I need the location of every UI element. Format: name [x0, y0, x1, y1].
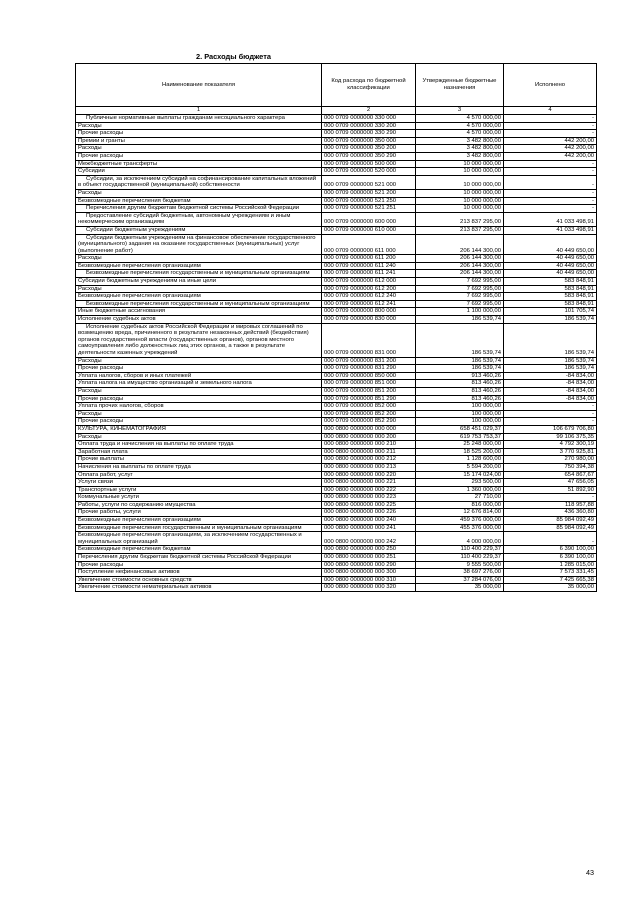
row-approved: 110 400 229,37: [416, 546, 504, 554]
table-row: [76, 517, 597, 525]
row-name: Уплата налогов, сборов и иных платежей: [76, 372, 322, 380]
row-name: Увеличение стоимости основных средств: [76, 576, 322, 584]
row-code: 000 0709 0000000 611 241: [322, 270, 416, 278]
table-row: [76, 175, 597, 189]
row-executed: 85 984 092,49: [504, 517, 597, 525]
row-executed: 118 957,88: [504, 501, 597, 509]
row-approved: 38 697 276,00: [416, 569, 504, 577]
row-approved: 913 460,26: [416, 372, 504, 380]
table-row: [76, 418, 597, 426]
row-approved: 206 144 300,00: [416, 234, 504, 255]
row-approved: 1 128 600,00: [416, 456, 504, 464]
row-code: 000 0800 0000000 000 220: [322, 471, 416, 479]
row-executed: 6 390 100,00: [504, 546, 597, 554]
row-approved: 4 570 000,00: [416, 130, 504, 138]
table-row: [76, 262, 597, 270]
row-name: Расходы: [76, 189, 322, 197]
column-number-row: [76, 107, 597, 115]
table-row: [76, 145, 597, 153]
row-approved: 7 692 995,00: [416, 278, 504, 286]
row-name: Услуги связи: [76, 479, 322, 487]
table-row: [76, 546, 597, 554]
row-code: 000 0709 0000000 851 000: [322, 380, 416, 388]
row-code: 000 0709 0000000 852 000: [322, 403, 416, 411]
table-row: [76, 293, 597, 301]
row-executed: 4 792 300,19: [504, 441, 597, 449]
table-row: [76, 554, 597, 562]
row-approved: 10 000 000,00: [416, 160, 504, 168]
page-number: 43: [586, 868, 594, 877]
row-approved: 10 000 000,00: [416, 175, 504, 189]
row-executed: 41 033 498,91: [504, 212, 597, 226]
table-row: [76, 576, 597, 584]
row-approved: 15 174 024,00: [416, 471, 504, 479]
row-name: Оплата работ, услуг: [76, 471, 322, 479]
row-name: Прочие расходы: [76, 418, 322, 426]
row-executed: 654 867,67: [504, 471, 597, 479]
table-row: [76, 532, 597, 546]
row-executed: -: [504, 115, 597, 123]
row-name: Иные бюджетные ассигнования: [76, 308, 322, 316]
row-code: 000 0800 0000000 000 221: [322, 479, 416, 487]
column-number-2: 2: [322, 107, 416, 115]
row-executed: 442 200,00: [504, 137, 597, 145]
row-code: 000 0709 0000000 521 250: [322, 197, 416, 205]
row-name: Расходы: [76, 410, 322, 418]
row-name: Прочие расходы: [76, 395, 322, 403]
row-approved: 25 248 000,00: [416, 441, 504, 449]
row-name: Расходы: [76, 285, 322, 293]
row-code: 000 0800 0000000 000 310: [322, 576, 416, 584]
row-code: 000 0709 0000000 800 000: [322, 308, 416, 316]
row-name: Безвозмездные перечисления государственным и муниципальным организациям: [76, 270, 322, 278]
column-header-executed: Исполнено: [504, 64, 597, 107]
row-approved: 455 376 000,00: [416, 524, 504, 532]
row-executed: 40 449 650,00: [504, 234, 597, 255]
column-header-code: Код расхода по бюджетной классификации: [322, 64, 416, 107]
column-number-4: 4: [504, 107, 597, 115]
row-approved: 206 144 300,00: [416, 255, 504, 263]
row-name: Транспортные услуги: [76, 486, 322, 494]
row-code: 000 0800 0000000 000 210: [322, 441, 416, 449]
row-code: 000 0800 0000000 000 223: [322, 494, 416, 502]
table-row: [76, 212, 597, 226]
row-approved: 186 539,74: [416, 316, 504, 324]
row-executed: 51 892,90: [504, 486, 597, 494]
table-row: [76, 160, 597, 168]
row-name: Безвозмездные перечисления организациям: [76, 293, 322, 301]
row-approved: 12 676 814,00: [416, 509, 504, 517]
row-approved: 7 692 995,00: [416, 293, 504, 301]
row-executed: 35 000,00: [504, 584, 597, 592]
row-name: Увеличение стоимости нематериальных активов: [76, 584, 322, 592]
row-executed: -: [504, 130, 597, 138]
row-code: 000 0709 0000000 851 290: [322, 395, 416, 403]
row-executed: -: [504, 160, 597, 168]
row-executed: 40 449 650,00: [504, 270, 597, 278]
row-executed: 583 848,91: [504, 285, 597, 293]
row-executed: 41 033 498,91: [504, 226, 597, 234]
row-executed: 186 539,74: [504, 365, 597, 373]
row-code: 000 0709 0000000 521 000: [322, 175, 416, 189]
row-approved: 100 000,00: [416, 418, 504, 426]
row-executed: 436 360,80: [504, 509, 597, 517]
row-executed: -: [504, 403, 597, 411]
row-executed: 106 679 706,80: [504, 425, 597, 433]
row-executed: 40 449 650,00: [504, 262, 597, 270]
row-name: Исполнение судебных актов Российской Федерации и мировых соглашений по возмещению вреда, причиненного в результате незаконных действий (бездействия) органов государственной власти (государственных органов), органов местного самоуправления либо должностных лиц этих органов, а также в результате деятельности казенных учреждений: [76, 323, 322, 357]
row-code: 000 0709 0000000 600 000: [322, 212, 416, 226]
table-row: [76, 234, 597, 255]
row-code: 000 0709 0000000 830 000: [322, 316, 416, 324]
table-row: [76, 226, 597, 234]
row-approved: 10 000 000,00: [416, 189, 504, 197]
row-code: 000 0800 0000000 000 213: [322, 463, 416, 471]
row-name: Публичные нормативные выплаты гражданам несоциального характера: [76, 115, 322, 123]
table-row: [76, 448, 597, 456]
row-approved: 37 284 076,00: [416, 576, 504, 584]
row-executed: 40 449 650,00: [504, 255, 597, 263]
column-number-1: 1: [76, 107, 322, 115]
row-name: Начисления на выплаты по оплате труда: [76, 463, 322, 471]
row-name: Расходы: [76, 433, 322, 441]
row-name: Субсидии: [76, 168, 322, 176]
row-code: 000 0709 0000000 612 241: [322, 300, 416, 308]
row-approved: 206 144 300,00: [416, 262, 504, 270]
row-name: Расходы: [76, 357, 322, 365]
row-approved: 213 837 295,00: [416, 226, 504, 234]
row-code: 000 0800 0000000 000 000: [322, 425, 416, 433]
row-name: Безвозмездные перечисления организациям: [76, 262, 322, 270]
row-executed: 583 848,91: [504, 300, 597, 308]
row-name: Безвозмездные перечисления бюджетам: [76, 546, 322, 554]
row-name: Безвозмездные перечисления бюджетам: [76, 197, 322, 205]
row-code: 000 0709 0000000 852 290: [322, 418, 416, 426]
row-name: Безвозмездные перечисления государственным и муниципальным организациям: [76, 524, 322, 532]
row-executed: 583 848,91: [504, 293, 597, 301]
row-code: 000 0800 0000000 000 300: [322, 569, 416, 577]
row-approved: 10 000 000,00: [416, 205, 504, 213]
table-row: [76, 486, 597, 494]
row-approved: 213 837 295,00: [416, 212, 504, 226]
table-row: [76, 130, 597, 138]
row-code: 000 0709 0000000 350 000: [322, 137, 416, 145]
row-name: Перечисления другим бюджетам бюджетной системы Российской Федерации: [76, 554, 322, 562]
table-row: [76, 463, 597, 471]
row-executed: -: [504, 205, 597, 213]
row-name: Субсидии, за исключением субсидий на софинансирование капитальных вложений в объект государственной (муниципальной) собственности: [76, 175, 322, 189]
table-row: [76, 115, 597, 123]
row-executed: 583 848,91: [504, 278, 597, 286]
row-approved: 10 000 000,00: [416, 197, 504, 205]
table-row: [76, 137, 597, 145]
row-code: 000 0709 0000000 521 251: [322, 205, 416, 213]
row-executed: 7 573 331,45: [504, 569, 597, 577]
table-row: [76, 197, 597, 205]
row-executed: 47 656,05: [504, 479, 597, 487]
table-row: [76, 285, 597, 293]
table-row: [76, 308, 597, 316]
table-row: [76, 189, 597, 197]
row-approved: 206 144 300,00: [416, 270, 504, 278]
row-code: 000 0709 0000000 612 000: [322, 278, 416, 286]
row-name: Прочие выплаты: [76, 456, 322, 464]
table-row: [76, 255, 597, 263]
row-code: 000 0800 0000000 000 251: [322, 554, 416, 562]
row-approved: 619 753 753,37: [416, 433, 504, 441]
row-name: Поступление нефинансовых активов: [76, 569, 322, 577]
row-approved: 7 692 995,00: [416, 300, 504, 308]
row-name: Расходы: [76, 145, 322, 153]
row-executed: 99 106 375,35: [504, 433, 597, 441]
row-executed: 7 425 665,38: [504, 576, 597, 584]
table-row: [76, 441, 597, 449]
row-approved: 813 460,26: [416, 380, 504, 388]
row-code: 000 0800 0000000 000 211: [322, 448, 416, 456]
row-approved: 459 376 000,00: [416, 517, 504, 525]
row-name: Субсидии бюджетным учреждениям на иные цели: [76, 278, 322, 286]
row-code: 000 0709 0000000 831 200: [322, 357, 416, 365]
row-name: Безвозмездные перечисления организациям, за исключением государственных и муниципальных организаций: [76, 532, 322, 546]
row-approved: 7 692 995,00: [416, 285, 504, 293]
row-name: Расходы: [76, 255, 322, 263]
row-code: 000 0800 0000000 000 212: [322, 456, 416, 464]
row-code: 000 0709 0000000 500 000: [322, 160, 416, 168]
row-executed: -84 834,00: [504, 372, 597, 380]
row-code: 000 0800 0000000 000 242: [322, 532, 416, 546]
row-approved: 3 482 800,00: [416, 137, 504, 145]
row-executed: -84 834,00: [504, 395, 597, 403]
row-code: 000 0800 0000000 000 290: [322, 561, 416, 569]
row-code: 000 0709 0000000 612 240: [322, 293, 416, 301]
row-code: 000 0709 0000000 330 200: [322, 122, 416, 130]
row-code: 000 0800 0000000 000 250: [322, 546, 416, 554]
row-code: 000 0709 0000000 850 000: [322, 372, 416, 380]
row-approved: 813 460,26: [416, 387, 504, 395]
row-executed: 750 394,38: [504, 463, 597, 471]
row-executed: -: [504, 418, 597, 426]
row-name: Межбюджетные трансферты: [76, 160, 322, 168]
table-row: [76, 494, 597, 502]
row-code: 000 0709 0000000 611 200: [322, 255, 416, 263]
row-approved: 100 000,00: [416, 410, 504, 418]
row-executed: -: [504, 189, 597, 197]
row-code: 000 0709 0000000 610 000: [322, 226, 416, 234]
table-row: [76, 395, 597, 403]
row-executed: 1 285 015,00: [504, 561, 597, 569]
row-approved: 10 000 000,00: [416, 168, 504, 176]
page-title: 2. Расходы бюджета: [196, 52, 271, 61]
table-row: [76, 501, 597, 509]
table-row: [76, 425, 597, 433]
row-name: Заработная плата: [76, 448, 322, 456]
row-name: Субсидии бюджетным учреждениям: [76, 226, 322, 234]
row-approved: 1 100 000,00: [416, 308, 504, 316]
table-row: [76, 471, 597, 479]
table-row: [76, 479, 597, 487]
row-name: Уплата прочих налогов, сборов: [76, 403, 322, 411]
row-executed: 442 200,00: [504, 145, 597, 153]
row-approved: 4 570 000,00: [416, 115, 504, 123]
row-name: Субсидии бюджетным учреждениям на финансовое обеспечение государственного (муниципального) задания на оказание государственных (муниципальных) услуг (выполнение работ): [76, 234, 322, 255]
row-executed: 442 200,00: [504, 152, 597, 160]
table-row: [76, 278, 597, 286]
row-approved: 9 555 500,00: [416, 561, 504, 569]
table-row: [76, 365, 597, 373]
row-code: 000 0709 0000000 611 240: [322, 262, 416, 270]
row-name: Расходы: [76, 387, 322, 395]
row-name: Оплата труда и начисления на выплаты по оплате труда: [76, 441, 322, 449]
table-row: [76, 403, 597, 411]
row-name: Прочие расходы: [76, 152, 322, 160]
row-approved: 3 482 800,00: [416, 152, 504, 160]
table-row: [76, 387, 597, 395]
row-executed: -: [504, 168, 597, 176]
table-row: [76, 410, 597, 418]
row-approved: 4 570 000,00: [416, 122, 504, 130]
row-executed: -: [504, 532, 597, 546]
row-code: 000 0800 0000000 000 240: [322, 517, 416, 525]
table-row: [76, 433, 597, 441]
column-number-3: 3: [416, 107, 504, 115]
row-approved: 186 539,74: [416, 323, 504, 357]
row-name: Исполнение судебных актов: [76, 316, 322, 324]
row-code: 000 0709 0000000 851 200: [322, 387, 416, 395]
row-code: 000 0800 0000000 000 200: [322, 433, 416, 441]
row-name: Безвозмездные перечисления государственным и муниципальным организациям: [76, 300, 322, 308]
row-approved: 18 525 200,00: [416, 448, 504, 456]
table-header-row: [76, 64, 597, 107]
table-row: [76, 584, 597, 592]
row-code: 000 0709 0000000 612 200: [322, 285, 416, 293]
row-name: Коммунальные услуги: [76, 494, 322, 502]
row-approved: 186 539,74: [416, 357, 504, 365]
row-code: 000 0709 0000000 852 200: [322, 410, 416, 418]
row-approved: 658 451 029,37: [416, 425, 504, 433]
row-name: Работы, услуги по содержанию имущества: [76, 501, 322, 509]
row-executed: -: [504, 175, 597, 189]
row-code: 000 0709 0000000 350 290: [322, 152, 416, 160]
row-code: 000 0709 0000000 831 290: [322, 365, 416, 373]
row-executed: -: [504, 410, 597, 418]
table-row: [76, 372, 597, 380]
row-code: 000 0800 0000000 000 222: [322, 486, 416, 494]
row-name: Прочие работы, услуги: [76, 509, 322, 517]
table-row: [76, 300, 597, 308]
table-row: [76, 270, 597, 278]
table-row: [76, 357, 597, 365]
row-name: Прочие расходы: [76, 365, 322, 373]
table-row: [76, 205, 597, 213]
row-code: 000 0800 0000000 000 320: [322, 584, 416, 592]
row-name: КУЛЬТУРА, КИНЕМАТОГРАФИЯ: [76, 425, 322, 433]
row-approved: 27 710,00: [416, 494, 504, 502]
table-row: [76, 316, 597, 324]
row-executed: -: [504, 122, 597, 130]
row-code: 000 0800 0000000 000 226: [322, 509, 416, 517]
row-approved: 186 539,74: [416, 365, 504, 373]
row-approved: 816 000,00: [416, 501, 504, 509]
row-name: Расходы: [76, 122, 322, 130]
row-name: Прочие расходы: [76, 130, 322, 138]
row-approved: 35 000,00: [416, 584, 504, 592]
row-code: 000 0800 0000000 000 225: [322, 501, 416, 509]
table-row: [76, 152, 597, 160]
row-executed: 3 770 925,81: [504, 448, 597, 456]
row-approved: 110 400 229,37: [416, 554, 504, 562]
row-executed: 101 705,74: [504, 308, 597, 316]
row-name: Премии и гранты: [76, 137, 322, 145]
row-name: Безвозмездные перечисления организациям: [76, 517, 322, 525]
row-executed: 186 539,74: [504, 316, 597, 324]
row-approved: 100 000,00: [416, 403, 504, 411]
table-row: [76, 380, 597, 388]
row-approved: 813 460,26: [416, 395, 504, 403]
row-code: 000 0709 0000000 520 000: [322, 168, 416, 176]
row-executed: 270 980,00: [504, 456, 597, 464]
row-code: 000 0709 0000000 350 200: [322, 145, 416, 153]
table-row: [76, 456, 597, 464]
row-name: Перечисления другим бюджетам бюджетной системы Российской Федерации: [76, 205, 322, 213]
row-approved: 3 482 800,00: [416, 145, 504, 153]
row-code: 000 0709 0000000 611 000: [322, 234, 416, 255]
table-row: [76, 569, 597, 577]
row-code: 000 0709 0000000 831 000: [322, 323, 416, 357]
row-name: Уплата налога на имущество организаций и земельного налога: [76, 380, 322, 388]
row-code: 000 0709 0000000 330 000: [322, 115, 416, 123]
table-row: [76, 323, 597, 357]
row-approved: 5 594 200,00: [416, 463, 504, 471]
table-row: [76, 509, 597, 517]
column-header-name: Наименование показателя: [76, 64, 322, 107]
row-name: Прочие расходы: [76, 561, 322, 569]
row-approved: 4 000 000,00: [416, 532, 504, 546]
row-executed: 186 539,74: [504, 357, 597, 365]
row-executed: -: [504, 197, 597, 205]
row-executed: 85 984 092,49: [504, 524, 597, 532]
table-body: [76, 115, 597, 592]
table-row: [76, 524, 597, 532]
table-row: [76, 561, 597, 569]
row-executed: 186 539,74: [504, 323, 597, 357]
row-code: 000 0709 0000000 330 290: [322, 130, 416, 138]
column-header-approved: Утвержденные бюджетные назначения: [416, 64, 504, 107]
table-row: [76, 168, 597, 176]
row-executed: 6 390 100,00: [504, 554, 597, 562]
row-executed: -: [504, 494, 597, 502]
row-name: Предоставление субсидий бюджетным, автономным учреждениям и иным некоммерческим организациям: [76, 212, 322, 226]
expenditure-table: [75, 63, 597, 592]
row-code: 000 0800 0000000 000 241: [322, 524, 416, 532]
row-executed: -84 834,00: [504, 387, 597, 395]
row-approved: 1 360 000,00: [416, 486, 504, 494]
row-executed: -84 834,00: [504, 380, 597, 388]
table-row: [76, 122, 597, 130]
row-code: 000 0709 0000000 521 200: [322, 189, 416, 197]
row-approved: 293 500,00: [416, 479, 504, 487]
